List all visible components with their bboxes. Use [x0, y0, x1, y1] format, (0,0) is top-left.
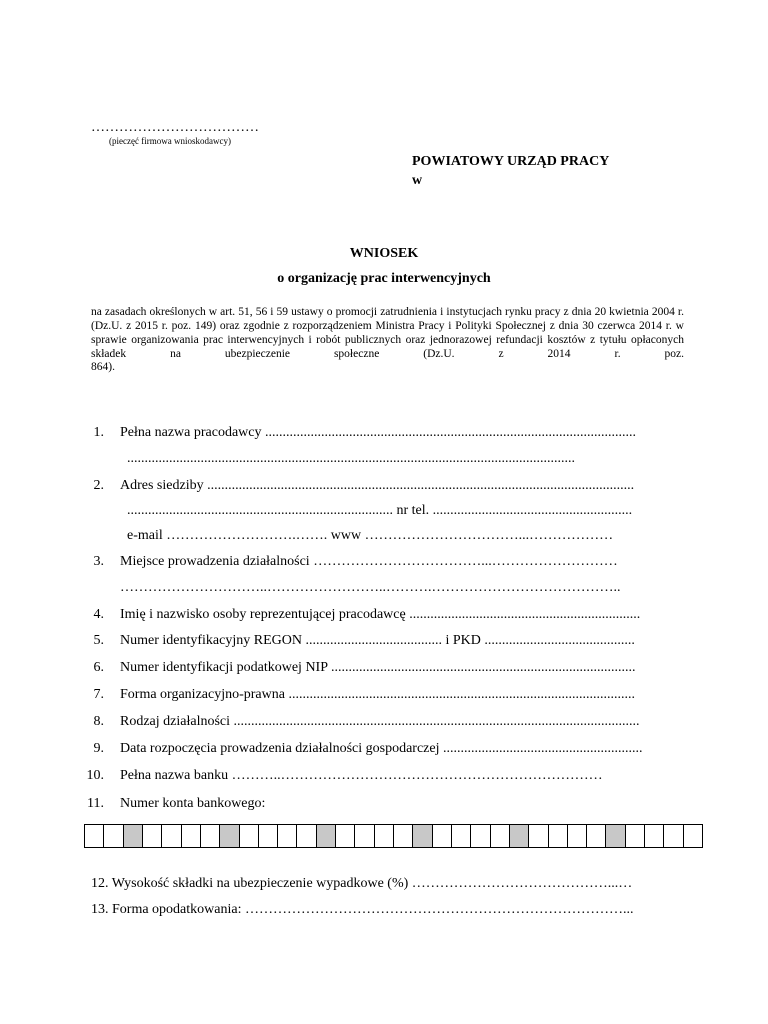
account-digit-cell[interactable] [645, 824, 664, 848]
account-digit-cell[interactable] [587, 824, 606, 848]
field-number: 8. [93, 714, 104, 729]
account-digit-cell[interactable] [510, 824, 529, 848]
office-name: POWIATOWY URZĄD PRACY [412, 154, 610, 169]
account-digit-cell[interactable] [336, 824, 355, 848]
account-digit-cell[interactable] [452, 824, 471, 848]
document-subtitle: o organizację prac interwencyjnych [277, 271, 491, 286]
field-label: Miejsce prowadzenia działalności ………………………………...……………………… [120, 554, 618, 569]
field-number: 10. [86, 768, 104, 783]
field-business-type[interactable] [0, 714, 768, 734]
field-number: 3. [93, 554, 104, 569]
field-number: 7. [93, 687, 104, 702]
stamp-dots: ……………………………… [91, 120, 259, 135]
field-email-www[interactable] [0, 528, 768, 548]
field-representative[interactable] [0, 607, 768, 627]
account-digit-cell[interactable] [684, 824, 703, 848]
legal-basis-paragraph: na zasadach określonych w art. 51, 56 i 59 ustawy o promocji zatrudnienia i instytucjach rynku pracy z dnia 20 kwietnia 2004 r. (Dz.U. z 2015 r. poz. 149) oraz zgodnie z rozporządzeniem Ministra Pracy i Polityki Społecznej z dnia 30 czerwca 2014 r. w sprawie organizowania prac interwencyjnych i robót publicznych oraz jednorazowej refundacji kosztów z tytułu opłaconych składek na ubezpieczenie społeczne (Dz.U. z 2014 r. poz. [91, 306, 684, 360]
legal-basis-last-line: 864). [91, 361, 115, 373]
field-label: Numer konta bankowego: [120, 796, 266, 811]
field-continuation: e-mail ……………………….……. www ……………………………...……………… [127, 528, 614, 543]
field-accident-insurance-rate[interactable]: 12. Wysokość składki na ubezpieczenie wypadkowe (%) ……………………………………...… [91, 876, 633, 891]
bank-account-grid[interactable] [84, 824, 703, 848]
field-nip[interactable] [0, 660, 768, 680]
account-digit-cell[interactable] [104, 824, 123, 848]
account-digit-cell[interactable] [491, 824, 510, 848]
field-label: Pełna nazwa pracodawcy .......................................................................................................... [120, 425, 636, 440]
field-continuation: ............................................................................ nr tel. ......................................................... [127, 503, 633, 518]
account-digit-cell[interactable] [375, 824, 394, 848]
field-bank-account-label [0, 796, 768, 816]
field-number: 1. [93, 425, 104, 440]
account-digit-cell[interactable] [317, 824, 336, 848]
account-digit-cell[interactable] [394, 824, 413, 848]
field-number: 6. [93, 660, 104, 675]
account-digit-cell[interactable] [259, 824, 278, 848]
account-digit-cell[interactable] [606, 824, 625, 848]
account-digit-cell[interactable] [626, 824, 645, 848]
field-number: 2. [93, 478, 104, 493]
field-number: 4. [93, 607, 104, 622]
field-label: Numer identyfikacyjny REGON ....................................... i PKD ........................................... [120, 633, 635, 648]
field-employer-name[interactable] [0, 425, 768, 445]
account-digit-cell[interactable] [568, 824, 587, 848]
field-label: Numer identyfikacji podatkowej NIP ....................................................................................... [120, 660, 636, 675]
account-digit-cell[interactable] [549, 824, 568, 848]
field-continuation: ................................................................................................................................ [127, 451, 575, 466]
field-business-location-continuation[interactable] [0, 580, 768, 600]
field-label: Rodzaj działalności .................................................................................................................... [120, 714, 640, 729]
field-legal-form[interactable] [0, 687, 768, 707]
field-taxation-form[interactable]: 13. Forma opodatkowania: ………………………………………………………………………... [91, 902, 634, 917]
field-business-location[interactable] [0, 554, 768, 574]
account-digit-cell[interactable] [124, 824, 143, 848]
account-digit-cell[interactable] [85, 824, 104, 848]
account-digit-cell[interactable] [529, 824, 548, 848]
account-digit-cell[interactable] [201, 824, 220, 848]
account-digit-cell[interactable] [182, 824, 201, 848]
account-digit-cell[interactable] [297, 824, 316, 848]
account-digit-cell[interactable] [143, 824, 162, 848]
field-continuation: …………………………..……………………..……….………………………………….. [120, 580, 621, 595]
stamp-caption: (pieczęć firmowa wnioskodawcy) [109, 136, 231, 146]
account-digit-cell[interactable] [471, 824, 490, 848]
field-employer-name-continuation[interactable] [0, 451, 768, 471]
field-address[interactable] [0, 478, 768, 498]
account-digit-cell[interactable] [413, 824, 432, 848]
field-label: Pełna nazwa banku ………..…………………………………………………………… [120, 768, 603, 783]
account-digit-cell[interactable] [278, 824, 297, 848]
field-label: Forma organizacyjno-prawna ................................................................................................... [120, 687, 635, 702]
account-digit-cell[interactable] [355, 824, 374, 848]
field-regon-pkd[interactable] [0, 633, 768, 653]
account-digit-cell[interactable] [240, 824, 259, 848]
account-digit-cell[interactable] [433, 824, 452, 848]
field-number: 5. [93, 633, 104, 648]
addressee-block [412, 152, 609, 190]
office-city-prefix: w [412, 173, 423, 188]
account-digit-cell[interactable] [162, 824, 181, 848]
field-label: Data rozpoczęcia prowadzenia działalności gospodarczej ......................................................... [120, 741, 643, 756]
account-digit-cell[interactable] [664, 824, 683, 848]
field-business-start-date[interactable] [0, 741, 768, 761]
field-number: 9. [93, 741, 104, 756]
field-bank-name[interactable] [0, 768, 768, 788]
field-phone[interactable] [0, 503, 768, 523]
field-label: Adres siedziby .......................................................................................................................... [120, 478, 635, 493]
document-title: WNIOSEK [349, 246, 419, 261]
field-label: Imię i nazwisko osoby reprezentującej pracodawcę .................................................................. [120, 607, 641, 622]
field-number: 11. [87, 796, 104, 811]
account-digit-cell[interactable] [220, 824, 239, 848]
